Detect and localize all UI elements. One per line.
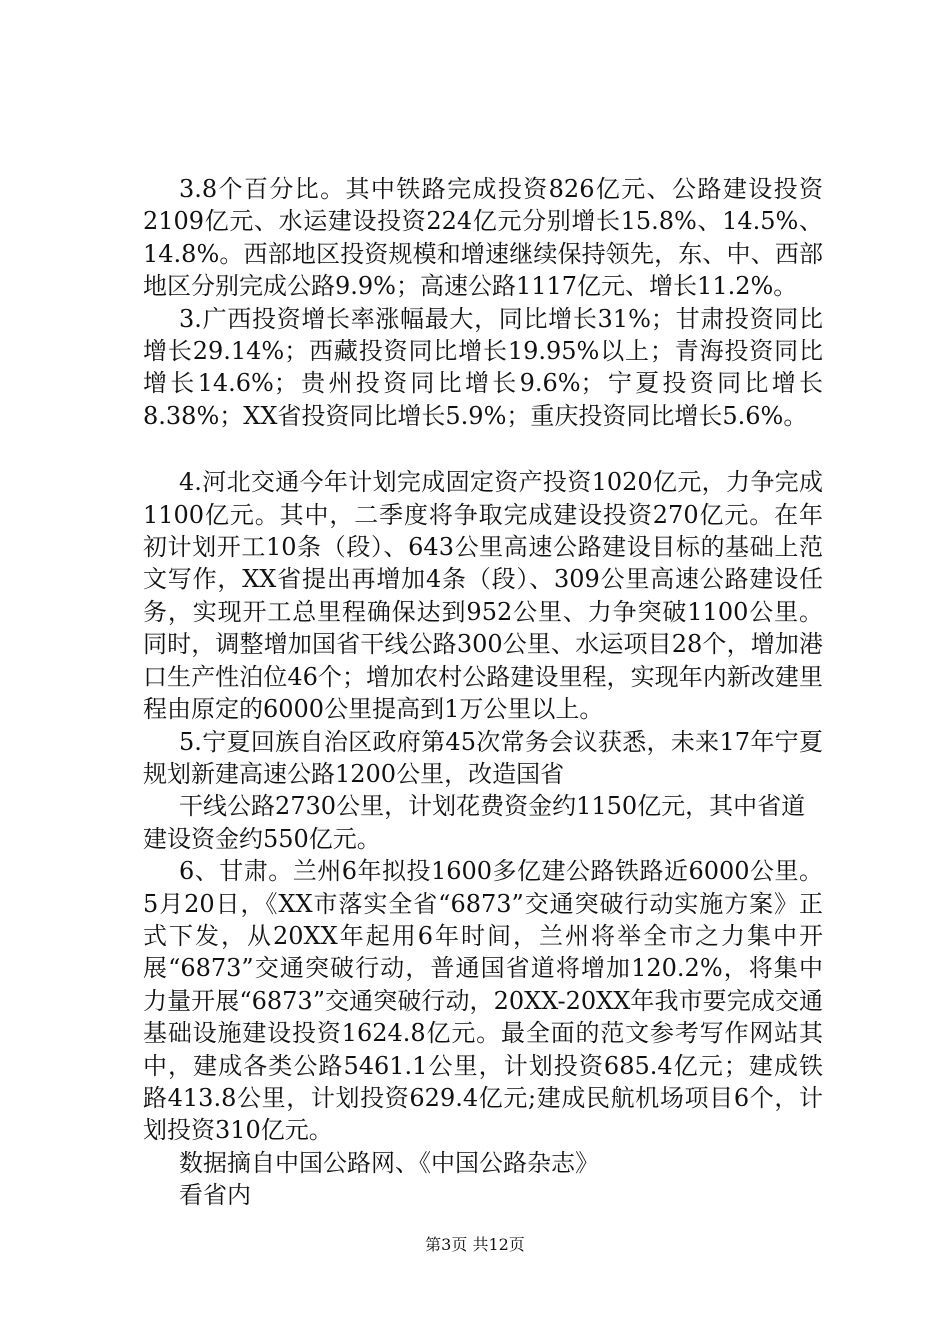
- paragraph-province-growth: 3.广西投资增长率涨幅最大，同比增长31%；甘肃投资同比增长29.14%；西藏投资同比增长19.95%以上；青海投资同比增长14.6%；贵州投资同比增长9.6%；宁夏投资同比增长8.38%；XX省投资同比增长5.9%；重庆投资同比增长5.6%。: [143, 304, 823, 430]
- data-source-line: 数据摘自中国公路网、《中国公路杂志》: [179, 1148, 599, 1177]
- closing-line: 看省内: [179, 1181, 251, 1210]
- paragraph-hebei: 4.河北交通今年计划完成固定资产投资1020亿元，力争完成1100亿元。其中，二季度将争取完成建设投资270亿元。在年初计划开工10条（段）、643公里高速公路建设目标的基础上范文写作，XX省提出再增加4条（段）、309公里高速公路建设任务，实现开工总里程确保达到952公里、力争突破1100公里。同时，调整增加国省干线公路300公里、水运项目28个，增加港口生产性泊位46个；增加农村公路建设里程，实现年内新改建里程由原定的6000公里提高到1万公里以上。: [143, 468, 823, 724]
- paragraph-gap: [143, 432, 823, 466]
- paragraph-ningxia-continued: 干线公路2730公里，计划花费资金约1150亿元，其中省道建设资金约550亿元。: [143, 792, 806, 853]
- page-number: 第3页 共12页: [425, 1235, 525, 1254]
- document-body: [143, 173, 823, 1212]
- paragraph-gansu: 6、甘肃。兰州6年拟投1600多亿建公路铁路近6000公里。5月20日，《XX市落实全省“6873”交通突破行动实施方案》正式下发，从20XX年起用6年时间，兰州将举全市之力集中开展“6873”交通突破行动，普通国省道将增加120.2%，将集中力量开展“6873”交通突破行动，20XX-20XX年我市要完成交通基础设施建设投资1624.8亿元。最全面的范文参考写作网站其中，建成各类公路5461.1公里，计划投资685.4亿元；建成铁路413.8公里，计划投资629.4亿元;建成民航机场项目6个，计划投资310亿元。: [143, 857, 823, 1145]
- paragraph-investment-growth: 3.8个百分比。其中铁路完成投资826亿元、公路建设投资2109亿元、水运建设投资224亿元分别增长15.8%、14.5%、14.8%。西部地区投资规模和增速继续保持领先，东、中、西部地区分别完成公路9.9%；高速公路1117亿元、增长11.2%。: [143, 175, 823, 301]
- paragraph-ningxia: 5.宁夏回族自治区政府第45次常务会议获悉，未来17年宁夏规划新建高速公路1200公里，改造国省: [143, 727, 823, 788]
